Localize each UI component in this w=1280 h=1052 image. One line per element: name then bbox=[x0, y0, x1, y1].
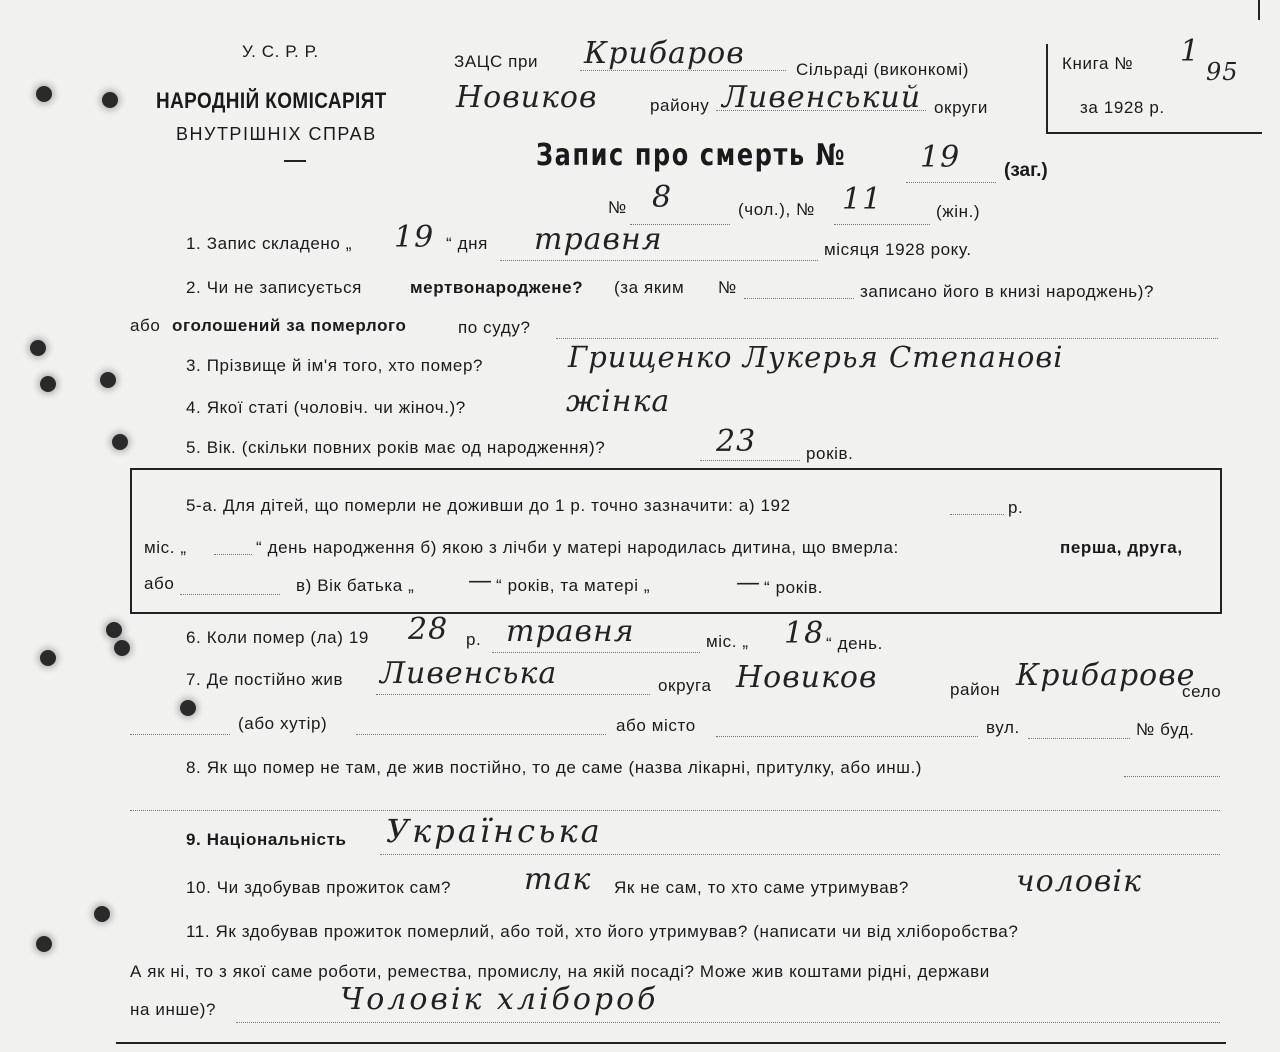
f11-line bbox=[236, 1008, 1220, 1023]
f8-dots1 bbox=[1124, 762, 1220, 777]
f2-line2b: по суду? bbox=[458, 318, 531, 337]
header-vnutr: ВНУТРІШНІХ СПРАВ bbox=[176, 124, 377, 144]
f6-mis: міс. „ bbox=[706, 632, 749, 651]
okrugy-handwritten: Ливенський bbox=[722, 80, 922, 115]
book-label: Книга № bbox=[1062, 54, 1134, 73]
f5a-line2a: міс. „ bbox=[144, 538, 187, 557]
f5a-day-line bbox=[214, 540, 252, 555]
book-side-handwritten: 95 bbox=[1206, 58, 1239, 86]
f7-line2-dots2 bbox=[356, 720, 606, 735]
okrugy-label: округи bbox=[934, 98, 988, 117]
book-number-handwritten: 1 bbox=[1180, 34, 1201, 69]
f5a-line3b: в) Вік батька „ bbox=[296, 576, 415, 595]
f7-line2c: вул. bbox=[986, 718, 1020, 737]
rayonu-handwritten: Новиков bbox=[456, 80, 598, 115]
punch-hole bbox=[100, 372, 116, 388]
f7-selo-handwritten: Крибарове bbox=[1016, 658, 1196, 693]
header-narkom: НАРОДНІЙ КОМІСАРІЯТ bbox=[156, 88, 387, 113]
punch-hole bbox=[94, 906, 110, 922]
f7-okruga-handwritten: Ливенська bbox=[380, 656, 558, 691]
f7-rayon-handwritten: Новиков bbox=[736, 660, 878, 695]
f6-den: “ день. bbox=[826, 634, 883, 653]
header-ussr: У. С. Р. Р. bbox=[242, 42, 319, 61]
f2-label1: 2. Чи не записується bbox=[186, 278, 362, 297]
book-year: за 1928 р. bbox=[1080, 98, 1165, 117]
f7-line2d: № буд. bbox=[1136, 720, 1195, 739]
f4-label: 4. Якої статі (чоловіч. чи жіноч.)? bbox=[186, 398, 466, 417]
f5a-line2bold: перша, друга, bbox=[1060, 538, 1183, 557]
f7-okruga-line bbox=[376, 680, 650, 695]
f6-month-handwritten: травня bbox=[506, 614, 635, 649]
f8-dots2 bbox=[130, 796, 1220, 811]
chol-label: (чол.), № bbox=[738, 200, 815, 219]
f11-line1: 11. Як здобував прожиток померлий, або той, хто його утримував? (написати чи від хліборобства? bbox=[186, 922, 1019, 941]
punch-hole bbox=[36, 86, 52, 102]
f7-line2-dots4 bbox=[1028, 724, 1130, 739]
f5a-father-dash: — bbox=[468, 566, 493, 594]
record-zag: (заг.) bbox=[1004, 160, 1048, 181]
f1-rest: місяця 1928 року. bbox=[824, 240, 972, 259]
f2-num: № bbox=[718, 278, 737, 297]
f2-bold: мертвонароджене? bbox=[410, 278, 584, 297]
f3-label: 3. Прізвище й ім'я того, хто помер? bbox=[186, 356, 484, 375]
f3-name-handwritten: Грищенко Лукерья Степанові bbox=[568, 340, 1064, 374]
f7-rayon: район bbox=[950, 680, 1001, 699]
punch-hole bbox=[112, 434, 128, 450]
f8-label: 8. Як що помер не там, де жив постійно, то де саме (назва лікарні, притулку, або инш.) bbox=[186, 758, 923, 777]
f2-label2: (за яким bbox=[614, 278, 685, 297]
f5-label: 5. Вік. (скільки повних років має од народження)? bbox=[186, 438, 606, 457]
silradi-label: Сільраді (виконкомі) bbox=[796, 60, 970, 79]
rayonu-label: району bbox=[650, 96, 710, 115]
f6-month-line bbox=[492, 638, 700, 653]
zhin-line bbox=[834, 210, 930, 225]
f5a-year-line bbox=[950, 500, 1004, 515]
f5a-line1: 5-а. Для дітей, що померли не доживши до 1 р. точно зазначити: а) 192 bbox=[186, 496, 791, 515]
f9-label: 9. Національність bbox=[186, 830, 347, 849]
zhin-label: (жін.) bbox=[936, 202, 981, 221]
f5a-mother-dash: — bbox=[736, 568, 761, 596]
bottom-rule bbox=[116, 1042, 1226, 1044]
f5-age-line bbox=[700, 446, 800, 461]
f1-month-line bbox=[500, 246, 818, 261]
page-edge bbox=[1258, 0, 1260, 20]
f11-line3: на инше)? bbox=[130, 1000, 217, 1019]
chol-number-handwritten: 8 bbox=[652, 180, 673, 215]
f7-line2a: (або хутір) bbox=[238, 714, 328, 733]
f10-who-handwritten: чоловік bbox=[1016, 864, 1142, 899]
f2-line2a: або bbox=[130, 316, 161, 335]
punch-hole bbox=[36, 936, 52, 952]
f7-line2-dots3 bbox=[716, 722, 978, 737]
f11-occupation-handwritten: Чоловік хлібороб bbox=[340, 982, 659, 1017]
f1-day-handwritten: 19 bbox=[394, 220, 435, 255]
zags-line bbox=[580, 56, 786, 71]
header-rule bbox=[284, 160, 306, 162]
record-number-line bbox=[906, 168, 996, 183]
f7-line2b: або місто bbox=[616, 716, 696, 735]
f1-label: 1. Запис складено „ bbox=[186, 234, 353, 253]
f6-day-handwritten: 18 bbox=[784, 616, 825, 651]
f7-selo: село bbox=[1182, 682, 1222, 701]
f2-rest: записано його в книзі народжень)? bbox=[860, 282, 1155, 301]
f2-line2bold: оголошений за померлого bbox=[172, 316, 407, 335]
f10-label: 10. Чи здобував прожиток сам? bbox=[186, 878, 452, 897]
punch-hole bbox=[40, 650, 56, 666]
f4-sex-handwritten: жінка bbox=[566, 384, 671, 419]
f1-dnia: “ дня bbox=[446, 234, 488, 253]
record-title: Запис про смерть № bbox=[536, 138, 847, 173]
f5a-line3-dots bbox=[180, 580, 280, 595]
punch-hole bbox=[106, 622, 122, 638]
f10-self-handwritten: так bbox=[524, 862, 592, 897]
punch-hole bbox=[102, 92, 118, 108]
f5a-line1r: р. bbox=[1008, 498, 1024, 517]
zags-village-handwritten: Крибаров bbox=[584, 36, 745, 71]
f5a-line3a: або bbox=[144, 574, 175, 593]
f7-okruga: округа bbox=[658, 676, 712, 695]
f10-mid: Як не сам, то хто саме утримував? bbox=[614, 878, 909, 897]
f9-line bbox=[380, 840, 1220, 855]
f9-nationality-handwritten: Українська bbox=[386, 812, 603, 850]
punch-hole bbox=[40, 376, 56, 392]
f2-num-line bbox=[744, 284, 854, 299]
zags-prefix: ЗАЦС при bbox=[454, 52, 539, 71]
okrugy-line bbox=[716, 96, 926, 111]
f1-month-handwritten: травня bbox=[534, 222, 663, 257]
punch-hole bbox=[30, 340, 46, 356]
f6-label: 6. Коли помер (ла) 19 bbox=[186, 628, 369, 647]
punch-hole bbox=[180, 700, 196, 716]
f5a-line3c: “ років, та матері „ bbox=[496, 576, 651, 595]
f5-age-handwritten: 23 bbox=[716, 424, 757, 459]
f2-line2-dots bbox=[556, 324, 1218, 339]
f5a-line3d: “ років. bbox=[764, 578, 824, 597]
punch-hole bbox=[114, 640, 130, 656]
chol-no-label: № bbox=[608, 198, 627, 217]
f11-line2: А як ні, то з якої саме роботи, ремества, промислу, на якій посаді? Може жив коштами рідні, держави bbox=[130, 962, 990, 981]
f5-rest: років. bbox=[806, 444, 854, 463]
f5a-line2b: “ день народження б) якою з лічби у матері народилась дитина, що вмерла: bbox=[256, 538, 899, 557]
f7-label: 7. Де постійно жив bbox=[186, 670, 344, 689]
f7-line2-dots1 bbox=[130, 720, 230, 735]
f6-r: р. bbox=[466, 630, 482, 649]
f6-year-handwritten: 28 bbox=[408, 612, 449, 647]
record-number-handwritten: 19 bbox=[920, 140, 961, 175]
zhin-number-handwritten: 11 bbox=[842, 182, 883, 217]
